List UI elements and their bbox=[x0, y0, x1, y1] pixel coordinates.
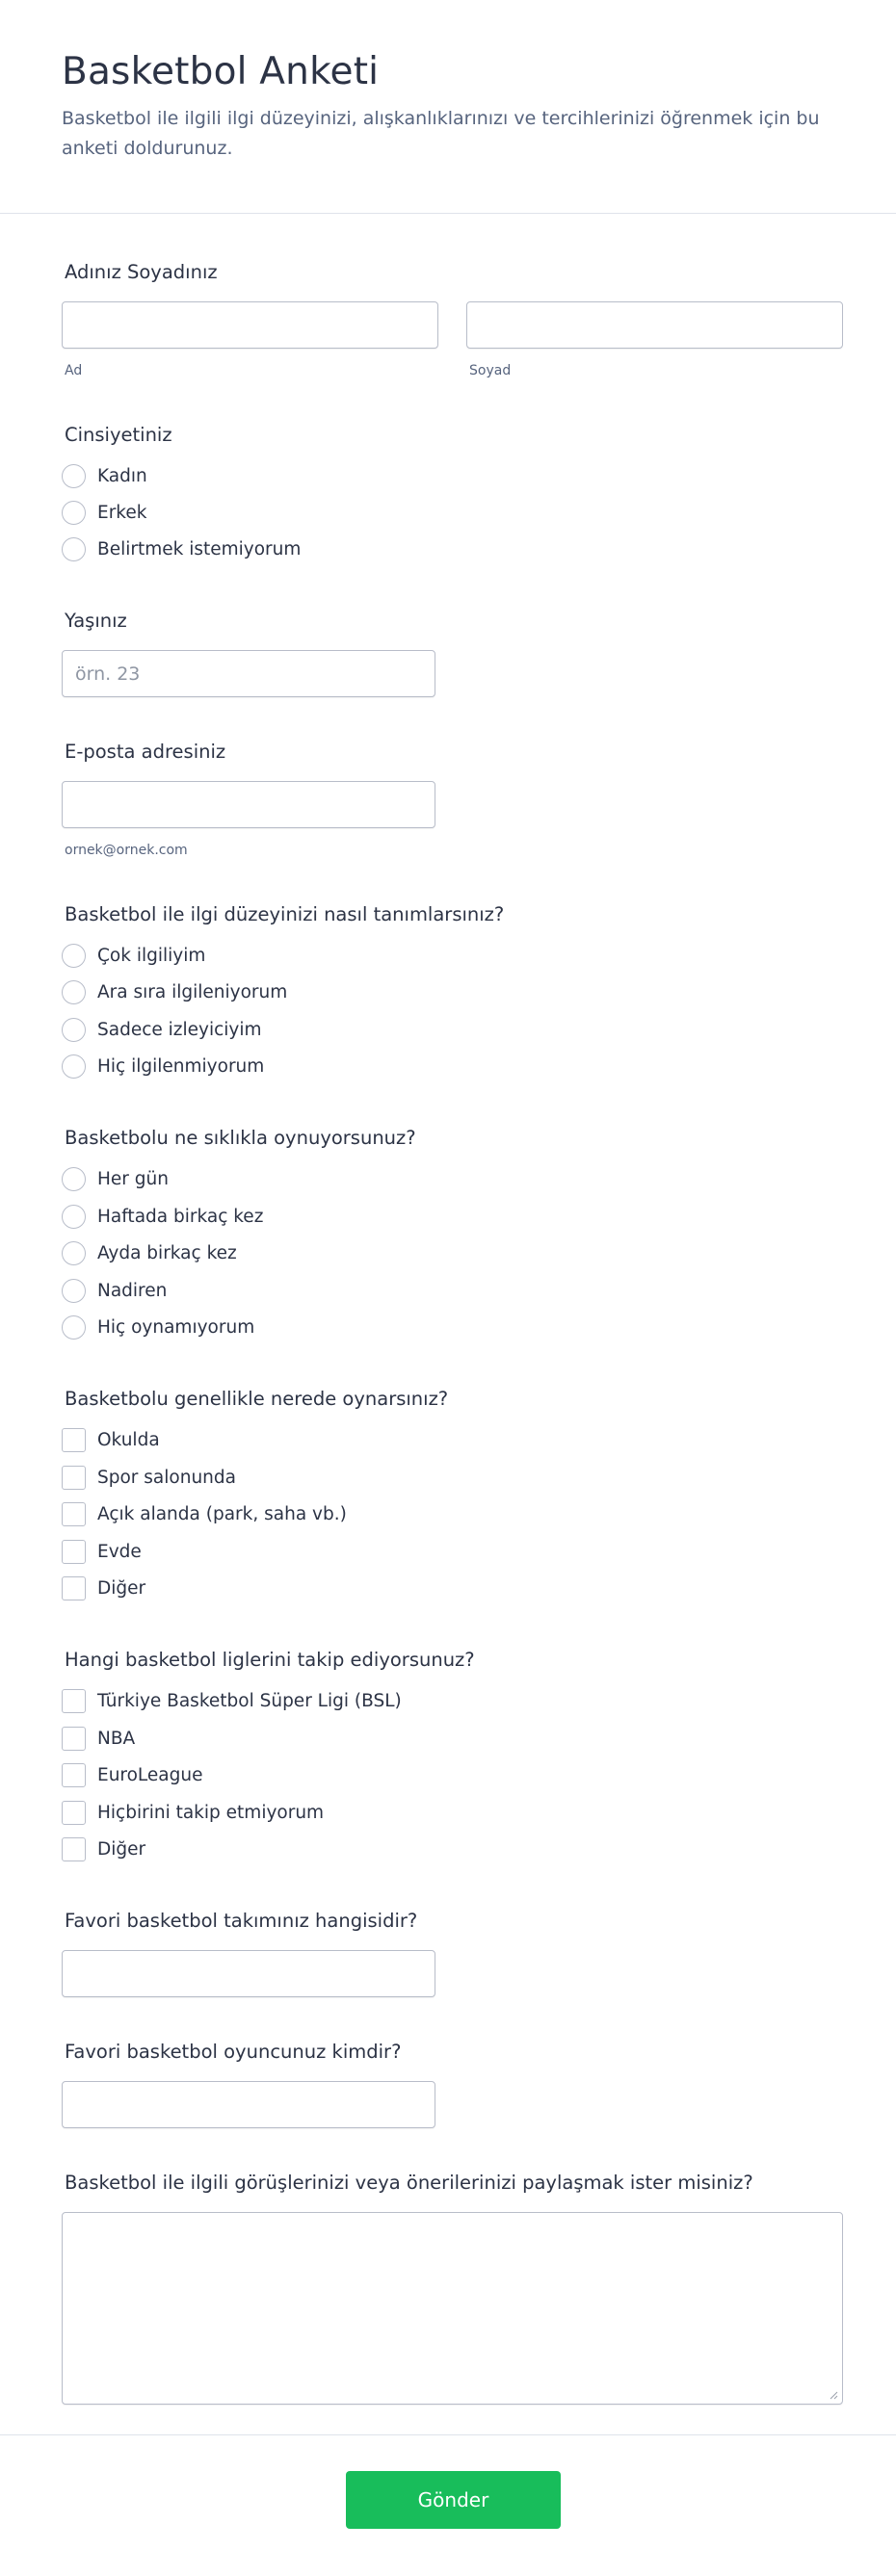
frequency-option[interactable] bbox=[62, 1239, 237, 1266]
radio-button[interactable] bbox=[62, 1018, 86, 1042]
league-option[interactable] bbox=[62, 1725, 135, 1752]
radio-button[interactable] bbox=[62, 464, 86, 488]
gender-option[interactable] bbox=[62, 535, 301, 562]
place-option[interactable] bbox=[62, 1500, 347, 1527]
place-option[interactable] bbox=[62, 1574, 145, 1601]
interest-label: Basketbol ile ilgi düzeyinizi nasıl tanımlarsınız? bbox=[65, 903, 505, 925]
option-label: Her gün bbox=[97, 1168, 169, 1189]
option-label: NBA bbox=[97, 1728, 136, 1749]
gender-label: Cinsiyetiniz bbox=[65, 424, 172, 446]
feedback-textarea[interactable] bbox=[62, 2212, 843, 2405]
feedback-label: Basketbol ile ilgili görüşlerinizi veya önerilerinizi paylaşmak ister misiniz? bbox=[65, 2172, 753, 2194]
radio-button[interactable] bbox=[62, 1054, 86, 1079]
radio-button[interactable] bbox=[62, 537, 86, 561]
checkbox[interactable] bbox=[62, 1576, 86, 1600]
place-label: Basketbolu genellikle nerede oynarsınız? bbox=[65, 1388, 449, 1410]
checkbox[interactable] bbox=[62, 1689, 86, 1713]
email-input[interactable] bbox=[62, 781, 435, 828]
checkbox[interactable] bbox=[62, 1763, 86, 1787]
radio-button[interactable] bbox=[62, 1167, 86, 1191]
radio-button[interactable] bbox=[62, 1241, 86, 1265]
last-name-input[interactable] bbox=[466, 301, 843, 349]
first-name-input[interactable] bbox=[62, 301, 438, 349]
resize-handle-icon[interactable] bbox=[829, 2390, 838, 2400]
place-option[interactable] bbox=[62, 1464, 236, 1491]
email-sublabel: ornek@ornek.com bbox=[65, 843, 188, 858]
option-label: Hiç oynamıyorum bbox=[97, 1316, 255, 1338]
option-label: Kadın bbox=[97, 465, 147, 486]
option-label: Belirtmek istemiyorum bbox=[97, 538, 302, 559]
radio-button[interactable] bbox=[62, 1315, 86, 1340]
option-label: Sadece izleyiciyim bbox=[97, 1019, 262, 1040]
option-label: Nadiren bbox=[97, 1280, 168, 1301]
place-option[interactable] bbox=[62, 1426, 160, 1453]
option-label: Diğer bbox=[97, 1838, 146, 1860]
last-name-sublabel: Soyad bbox=[469, 363, 512, 378]
interest-option[interactable] bbox=[62, 978, 287, 1005]
checkbox[interactable] bbox=[62, 1727, 86, 1751]
option-label: Hiç ilgilenmiyorum bbox=[97, 1055, 265, 1077]
form-description: Basketbol ile ilgili ilgi düzeyinizi, alışkanlıklarınızı ve tercihlerinizi öğrenmek için bu anketi doldurunuz. bbox=[62, 108, 820, 159]
radio-button[interactable] bbox=[62, 501, 86, 525]
player-label: Favori basketbol oyuncunuz kimdir? bbox=[65, 2041, 402, 2063]
team-label: Favori basketbol takımınız hangisidir? bbox=[65, 1910, 418, 1932]
interest-option[interactable] bbox=[62, 942, 205, 969]
gender-option[interactable] bbox=[62, 499, 146, 526]
form-title: Basketbol Anketi bbox=[62, 50, 380, 93]
frequency-option[interactable] bbox=[62, 1165, 169, 1192]
first-name-sublabel: Ad bbox=[65, 363, 83, 378]
league-option[interactable] bbox=[62, 1687, 402, 1714]
checkbox[interactable] bbox=[62, 1428, 86, 1452]
checkbox[interactable] bbox=[62, 1466, 86, 1490]
league-option[interactable] bbox=[62, 1835, 145, 1862]
option-label: Hiçbirini takip etmiyorum bbox=[97, 1802, 325, 1823]
age-input[interactable] bbox=[62, 650, 435, 697]
option-label: Haftada birkaç kez bbox=[97, 1206, 264, 1227]
checkbox[interactable] bbox=[62, 1502, 86, 1526]
name-label: Adınız Soyadınız bbox=[65, 261, 218, 283]
option-label: Ara sıra ilgileniyorum bbox=[97, 981, 288, 1002]
option-label: Okulda bbox=[97, 1429, 160, 1450]
option-label: Spor salonunda bbox=[97, 1467, 236, 1488]
league-option[interactable] bbox=[62, 1799, 324, 1826]
radio-button[interactable] bbox=[62, 944, 86, 968]
radio-button[interactable] bbox=[62, 1205, 86, 1229]
radio-button[interactable] bbox=[62, 980, 86, 1004]
age-label: Yaşınız bbox=[65, 610, 127, 632]
frequency-option[interactable] bbox=[62, 1314, 254, 1340]
interest-option[interactable] bbox=[62, 1053, 264, 1080]
footer-divider bbox=[0, 2434, 896, 2435]
interest-option[interactable] bbox=[62, 1016, 262, 1043]
email-label: E-posta adresiniz bbox=[65, 741, 226, 763]
option-label: EuroLeague bbox=[97, 1764, 203, 1785]
option-label: Diğer bbox=[97, 1577, 146, 1599]
frequency-option[interactable] bbox=[62, 1203, 263, 1230]
frequency-label: Basketbolu ne sıklıkla oynuyorsunuz? bbox=[65, 1127, 416, 1149]
team-input[interactable] bbox=[62, 1950, 435, 1997]
player-input[interactable] bbox=[62, 2081, 435, 2128]
radio-button[interactable] bbox=[62, 1279, 86, 1303]
option-label: Ayda birkaç kez bbox=[97, 1242, 237, 1263]
place-option[interactable] bbox=[62, 1538, 142, 1565]
frequency-option[interactable] bbox=[62, 1277, 167, 1304]
checkbox[interactable] bbox=[62, 1540, 86, 1564]
option-label: Evde bbox=[97, 1541, 142, 1562]
option-label: Erkek bbox=[97, 502, 147, 523]
league-option[interactable] bbox=[62, 1761, 202, 1788]
option-label: Çok ilgiliyim bbox=[97, 945, 206, 966]
gender-option[interactable] bbox=[62, 462, 147, 489]
checkbox[interactable] bbox=[62, 1837, 86, 1861]
leagues-label: Hangi basketbol liglerini takip ediyorsunuz? bbox=[65, 1649, 475, 1671]
option-label: Açık alanda (park, saha vb.) bbox=[97, 1503, 347, 1524]
submit-button[interactable]: Gönder bbox=[346, 2471, 561, 2529]
form-header bbox=[0, 0, 896, 214]
checkbox[interactable] bbox=[62, 1801, 86, 1825]
option-label: Türkiye Basketbol Süper Ligi (BSL) bbox=[97, 1690, 402, 1711]
